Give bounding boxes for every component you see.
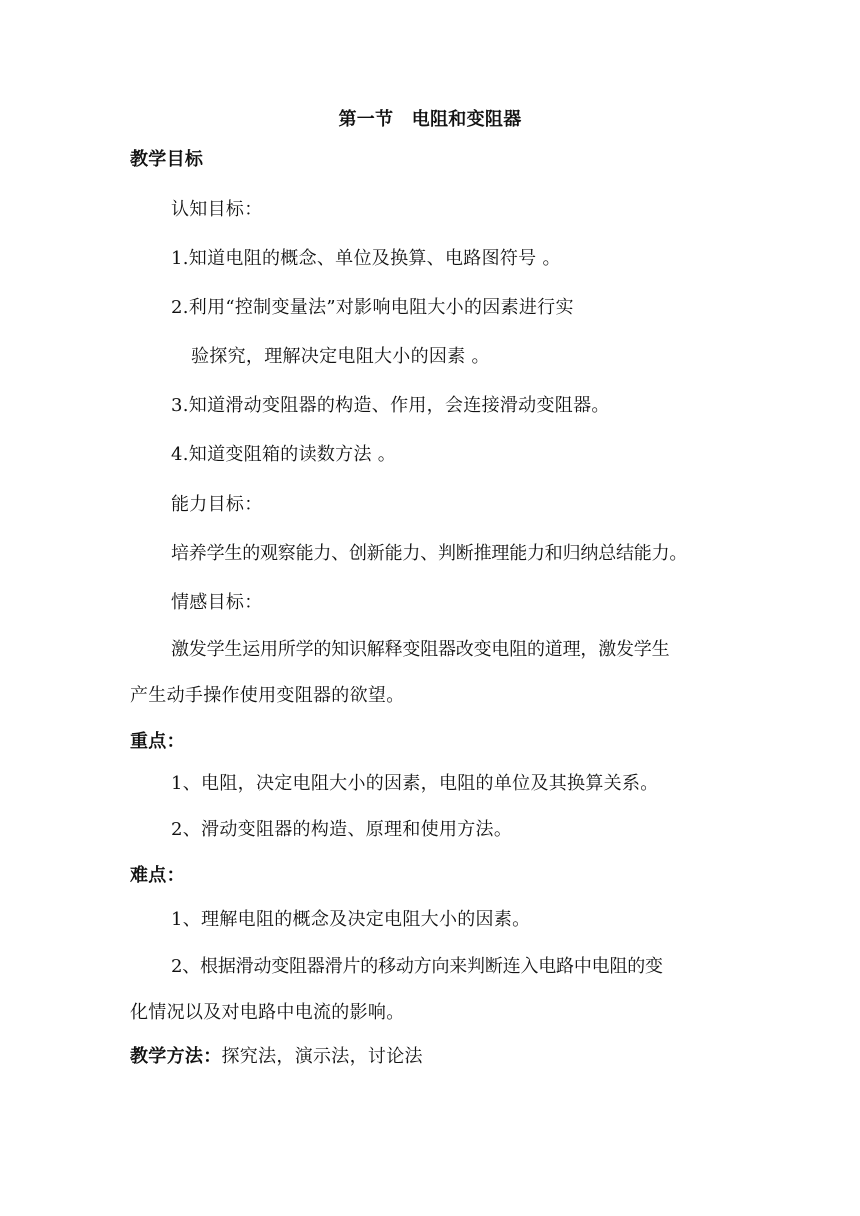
cognitive-goal-item: 4.知道变阻箱的读数方法 。 (171, 444, 397, 465)
difficulty-item: 1、理解电阻的概念及决定电阻大小的因素。 (171, 909, 531, 930)
key-point-item: 1、电阻，决定电阻大小的因素，电阻的单位及其换算关系。 (171, 773, 659, 794)
difficulty-item: 2、根据滑动变阻器滑片的移动方向来判断连入电路中电阻的变 (171, 956, 663, 977)
teaching-methods-label: 教学方法： (130, 1046, 222, 1067)
teaching-methods-text: 探究法，演示法，讨论法 (221, 1046, 423, 1067)
difficulty-item-continued: 化情况以及对电路中电流的影响。 (130, 1002, 405, 1023)
difficulties-heading: 难点： (130, 865, 185, 886)
cognitive-goal-item: 3.知道滑动变阻器的构造、作用，会连接滑动变阻器。 (171, 395, 610, 416)
cognitive-goals-label: 认知目标： (171, 199, 263, 220)
teaching-goals-heading: 教学目标 (130, 149, 204, 170)
emotion-goals-text: 激发学生运用所学的知识解释变阻器改变电阻的道理，激发学生 (171, 639, 670, 660)
ability-goals-text: 培养学生的观察能力、创新能力、判断推理能力和归纳总结能力。 (171, 543, 688, 564)
ability-goals-label: 能力目标： (171, 494, 263, 515)
page-title: 第一节 电阻和变阻器 (338, 109, 522, 130)
key-points-heading: 重点： (130, 731, 185, 752)
key-point-item: 2、滑动变阻器的构造、原理和使用方法。 (171, 819, 513, 840)
cognitive-goal-item: 1.知道电阻的概念、单位及换算、电路图符号 。 (171, 248, 561, 269)
cognitive-goal-item: 2.利用“控制变量法”对影响电阻大小的因素进行实 (171, 297, 574, 318)
emotion-goals-text-continued: 产生动手操作使用变阻器的欲望。 (130, 685, 405, 706)
cognitive-goal-item-continued: 验探究，理解决定电阻大小的因素 。 (191, 346, 490, 367)
teaching-methods (130, 1045, 423, 1069)
emotion-goals-label: 情感目标： (171, 592, 263, 613)
